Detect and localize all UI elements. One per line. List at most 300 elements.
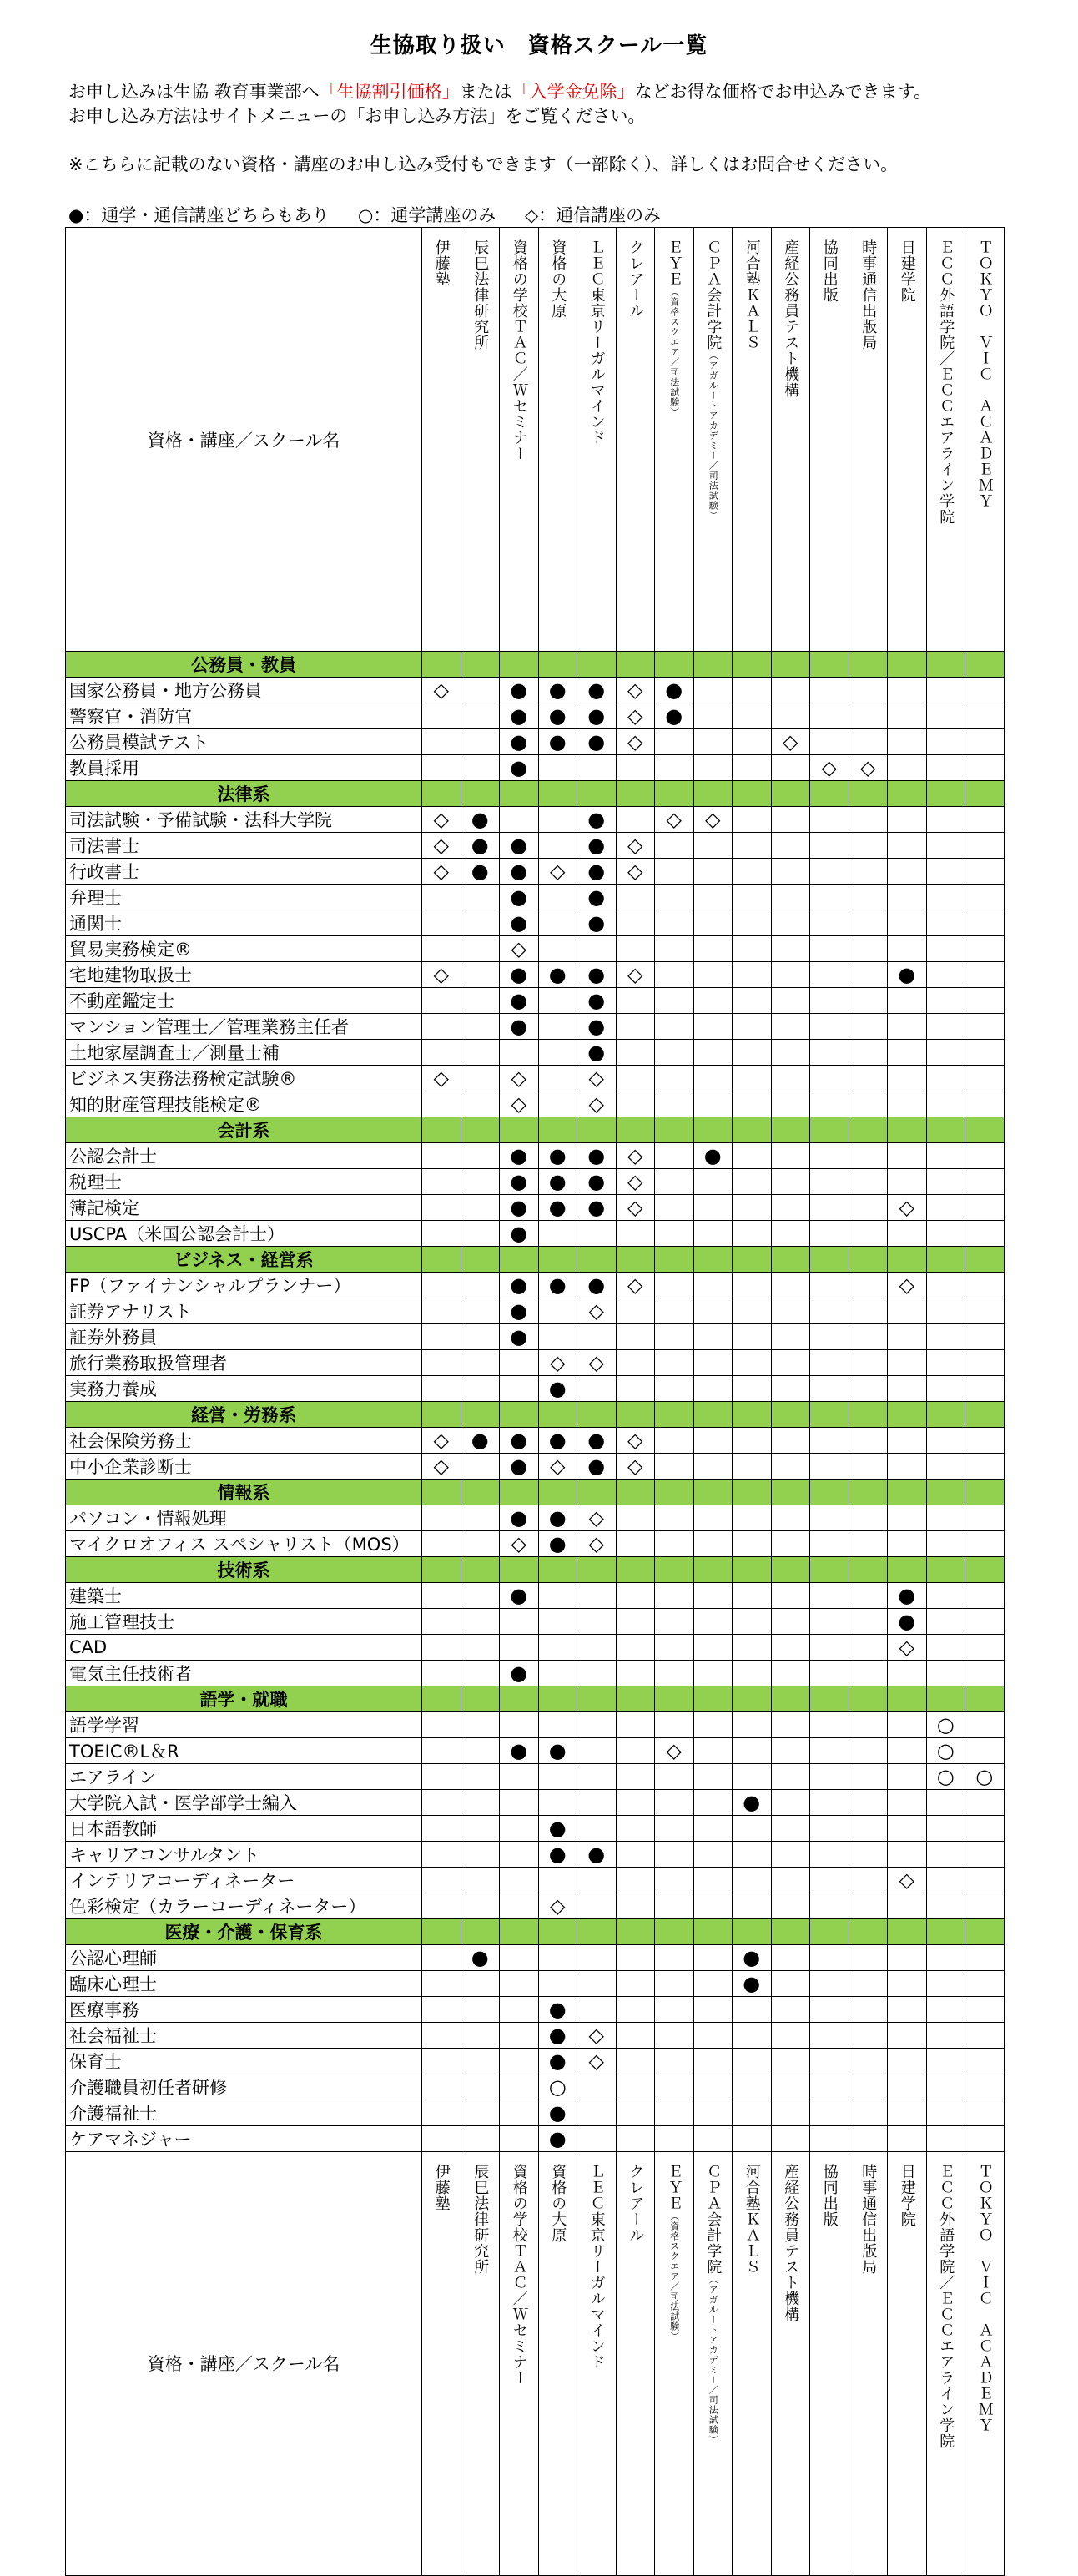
footer-header-label: 資格・講座／スクール名 — [66, 2151, 422, 2575]
availability-mark — [577, 1893, 617, 1918]
availability-mark — [926, 1324, 965, 1350]
availability-mark — [771, 1583, 810, 1609]
availability-mark: ● — [577, 988, 617, 1014]
availability-mark — [422, 1635, 461, 1661]
availability-mark — [733, 807, 772, 833]
availability-mark — [810, 2022, 849, 2048]
category-cell — [693, 1402, 733, 1428]
availability-mark — [733, 1273, 772, 1298]
availability-mark — [888, 1660, 927, 1686]
availability-mark — [849, 1970, 888, 1996]
table-row — [66, 1583, 1005, 1609]
table-row — [66, 1660, 1005, 1686]
availability-mark — [616, 1583, 655, 1609]
availability-mark — [771, 1944, 810, 1970]
availability-mark — [810, 962, 849, 988]
availability-mark — [771, 1091, 810, 1117]
table-row — [66, 1789, 1005, 1815]
availability-mark — [771, 1841, 810, 1867]
category-cell — [926, 1686, 965, 1711]
category-cell — [965, 1557, 1005, 1583]
availability-mark — [577, 1789, 617, 1815]
category-cell — [616, 1247, 655, 1273]
intro-line-3: ※こちらに記載のない資格・講座のお申し込み受付もできます（一部除く）、詳しくはお問合せください。 — [68, 154, 899, 174]
availability-mark — [849, 1143, 888, 1169]
availability-mark — [810, 2125, 849, 2151]
availability-mark — [926, 755, 965, 781]
availability-mark — [500, 1841, 539, 1867]
school-name-main: ＥＣＣ外語学院／ＥＣＣエアライン学院 — [937, 2163, 955, 2449]
availability-mark — [693, 1350, 733, 1376]
availability-mark: ● — [577, 1143, 617, 1169]
availability-mark — [500, 1763, 539, 1789]
availability-mark: ● — [577, 1428, 617, 1454]
availability-mark — [926, 2100, 965, 2125]
header-school-12 — [888, 228, 927, 652]
availability-mark — [888, 1531, 927, 1557]
course-name: 介護福祉士 — [66, 2100, 422, 2125]
availability-mark — [577, 1867, 617, 1893]
availability-mark — [461, 1531, 500, 1557]
availability-mark — [733, 1996, 772, 2022]
footer-header-school-13 — [926, 2151, 965, 2575]
availability-mark: ● — [888, 1609, 927, 1635]
legend-school: ○：通学講座のみ — [358, 205, 496, 225]
table-row — [66, 936, 1005, 962]
course-name: 不動産鑑定士 — [66, 988, 422, 1014]
availability-mark — [655, 729, 694, 755]
category-cell — [849, 652, 888, 678]
course-name: FP（ファイナンシャルプランナー） — [66, 1273, 422, 1298]
category-cell — [810, 1480, 849, 1505]
availability-mark — [422, 1014, 461, 1040]
availability-mark — [616, 1944, 655, 1970]
availability-mark: ● — [538, 1169, 577, 1195]
availability-mark — [965, 2022, 1005, 2048]
availability-mark — [693, 1867, 733, 1893]
category-cell — [693, 1480, 733, 1505]
availability-mark — [771, 1893, 810, 1918]
availability-mark — [849, 1841, 888, 1867]
availability-mark — [926, 833, 965, 859]
availability-mark — [733, 1737, 772, 1763]
availability-mark — [422, 2074, 461, 2100]
table-row — [66, 1867, 1005, 1893]
availability-mark — [461, 1350, 500, 1376]
course-name: 貿易実務検定® — [66, 936, 422, 962]
availability-mark — [965, 678, 1005, 703]
availability-mark — [733, 1143, 772, 1169]
intro-text-part: などお得な価格でお申込みできます。 — [634, 82, 932, 102]
availability-mark — [655, 859, 694, 885]
category-cell — [655, 1480, 694, 1505]
availability-mark — [849, 1091, 888, 1117]
availability-mark: ◇ — [422, 678, 461, 703]
school-name — [975, 2164, 994, 2433]
availability-mark — [810, 1841, 849, 1867]
availability-mark — [538, 1221, 577, 1247]
category-cell — [849, 1918, 888, 1944]
availability-mark: ◇ — [422, 962, 461, 988]
availability-mark: ● — [500, 1169, 539, 1195]
availability-mark — [655, 1169, 694, 1195]
availability-mark — [810, 910, 849, 936]
availability-mark — [616, 1609, 655, 1635]
availability-mark — [538, 1789, 577, 1815]
availability-mark — [965, 1609, 1005, 1635]
availability-mark — [771, 678, 810, 703]
category-cell — [926, 1402, 965, 1428]
availability-mark — [655, 1583, 694, 1609]
availability-mark — [422, 1996, 461, 2022]
availability-mark — [965, 729, 1005, 755]
intro-text — [68, 80, 931, 177]
course-name: 色彩検定（カラーコーディネーター） — [66, 1893, 422, 1918]
availability-mark: ○ — [965, 1763, 1005, 1789]
footer-header-school-4 — [577, 2151, 617, 2575]
availability-mark — [616, 1996, 655, 2022]
availability-mark — [810, 2074, 849, 2100]
course-name: 電気主任技術者 — [66, 1660, 422, 1686]
category-cell — [965, 1918, 1005, 1944]
availability-mark — [965, 1066, 1005, 1091]
category-row — [66, 1557, 1005, 1583]
course-name: CAD — [66, 1635, 422, 1661]
availability-mark: ● — [577, 807, 617, 833]
availability-mark — [733, 910, 772, 936]
category-cell — [616, 652, 655, 678]
school-name — [820, 239, 839, 303]
availability-mark — [888, 1040, 927, 1066]
availability-mark — [693, 859, 733, 885]
header-school-11 — [849, 228, 888, 652]
availability-mark — [461, 1609, 500, 1635]
school-name — [781, 239, 799, 398]
availability-mark — [422, 1763, 461, 1789]
availability-mark — [577, 1635, 617, 1661]
availability-mark — [422, 1660, 461, 1686]
availability-mark — [849, 1040, 888, 1066]
availability-mark — [810, 1505, 849, 1531]
category-cell — [926, 1918, 965, 1944]
availability-mark — [965, 1737, 1005, 1763]
availability-mark — [577, 1711, 617, 1737]
availability-mark — [849, 729, 888, 755]
availability-mark — [849, 2022, 888, 2048]
availability-mark — [693, 729, 733, 755]
category-cell — [422, 1557, 461, 1583]
availability-mark — [461, 1273, 500, 1298]
availability-mark — [461, 1195, 500, 1221]
availability-mark — [616, 1091, 655, 1117]
availability-mark — [926, 1350, 965, 1376]
availability-mark — [926, 988, 965, 1014]
availability-mark — [810, 1815, 849, 1841]
availability-mark: ◇ — [771, 729, 810, 755]
availability-mark — [965, 807, 1005, 833]
availability-mark — [965, 1711, 1005, 1737]
availability-mark — [849, 2048, 888, 2074]
table-row — [66, 703, 1005, 729]
availability-mark — [733, 1066, 772, 1091]
availability-mark — [965, 2125, 1005, 2151]
availability-mark — [849, 1583, 888, 1609]
availability-mark — [888, 1428, 927, 1454]
category-cell — [926, 781, 965, 807]
availability-mark — [616, 1893, 655, 1918]
availability-mark — [538, 885, 577, 910]
availability-mark — [771, 1609, 810, 1635]
school-name — [820, 2164, 839, 2227]
category-cell — [577, 1918, 617, 1944]
availability-mark — [771, 1298, 810, 1324]
availability-mark — [965, 2074, 1005, 2100]
availability-mark: ● — [655, 678, 694, 703]
availability-mark — [655, 1944, 694, 1970]
header-school-10 — [810, 228, 849, 652]
school-name-main: ＣＰＡ会計学院 — [704, 239, 723, 350]
availability-mark — [888, 1841, 927, 1867]
availability-mark — [616, 910, 655, 936]
category-cell — [965, 652, 1005, 678]
availability-mark: ◇ — [655, 807, 694, 833]
availability-mark — [461, 1635, 500, 1661]
availability-mark — [655, 1221, 694, 1247]
availability-mark — [849, 1944, 888, 1970]
availability-mark — [965, 1195, 1005, 1221]
availability-mark — [810, 1091, 849, 1117]
table-row — [66, 1014, 1005, 1040]
availability-mark — [810, 1298, 849, 1324]
school-name-main: 資格の大原 — [549, 2163, 567, 2243]
category-name: 会計系 — [66, 1117, 422, 1143]
availability-mark: ○ — [926, 1737, 965, 1763]
availability-mark — [926, 1867, 965, 1893]
availability-mark — [461, 2074, 500, 2100]
availability-mark — [771, 885, 810, 910]
availability-mark — [655, 2074, 694, 2100]
availability-mark — [849, 678, 888, 703]
availability-mark — [810, 1609, 849, 1635]
availability-mark — [500, 807, 539, 833]
availability-mark — [888, 807, 927, 833]
availability-mark — [888, 833, 927, 859]
availability-mark — [461, 1066, 500, 1091]
availability-mark — [888, 1324, 927, 1350]
availability-mark — [888, 1091, 927, 1117]
availability-mark — [422, 2022, 461, 2048]
availability-mark — [616, 755, 655, 781]
availability-mark: ● — [538, 1996, 577, 2022]
header-school-13 — [926, 228, 965, 652]
availability-mark: ● — [538, 2022, 577, 2048]
availability-mark — [733, 936, 772, 962]
availability-mark — [888, 1789, 927, 1815]
availability-mark: ● — [538, 1505, 577, 1531]
availability-mark — [926, 1815, 965, 1841]
availability-mark: ◇ — [616, 1428, 655, 1454]
availability-mark — [810, 885, 849, 910]
table-row — [66, 678, 1005, 703]
availability-mark — [810, 1789, 849, 1815]
category-cell — [965, 1480, 1005, 1505]
category-cell — [965, 1402, 1005, 1428]
availability-mark: ◇ — [616, 1273, 655, 1298]
availability-mark — [693, 1376, 733, 1402]
availability-mark — [422, 1376, 461, 1402]
availability-mark: ● — [733, 1789, 772, 1815]
category-cell — [500, 1117, 539, 1143]
category-cell — [616, 1402, 655, 1428]
availability-mark — [422, 988, 461, 1014]
course-name: 宅地建物取扱士 — [66, 962, 422, 988]
availability-mark — [422, 1221, 461, 1247]
availability-mark — [500, 1867, 539, 1893]
availability-mark — [810, 1711, 849, 1737]
availability-mark — [849, 1428, 888, 1454]
category-cell — [810, 1557, 849, 1583]
availability-mark — [965, 1531, 1005, 1557]
availability-mark — [810, 1014, 849, 1040]
availability-mark — [888, 1298, 927, 1324]
availability-mark — [888, 1066, 927, 1091]
footer-header-school-10 — [810, 2151, 849, 2575]
availability-mark — [849, 1737, 888, 1763]
availability-mark — [733, 1324, 772, 1350]
table-row — [66, 910, 1005, 936]
header-school-5 — [616, 228, 655, 652]
header-school-1 — [461, 228, 500, 652]
category-cell — [422, 1686, 461, 1711]
availability-mark — [461, 1789, 500, 1815]
category-cell — [693, 1686, 733, 1711]
category-cell — [693, 652, 733, 678]
availability-mark — [849, 1298, 888, 1324]
availability-mark: ● — [538, 1815, 577, 1841]
availability-mark — [461, 2125, 500, 2151]
availability-mark: ◇ — [538, 1350, 577, 1376]
availability-mark — [849, 885, 888, 910]
category-cell — [538, 1402, 577, 1428]
availability-mark — [965, 1040, 1005, 1066]
category-row — [66, 1480, 1005, 1505]
category-cell — [500, 1480, 539, 1505]
availability-mark: ● — [577, 1454, 617, 1480]
category-cell — [577, 1247, 617, 1273]
availability-mark — [422, 1298, 461, 1324]
availability-mark — [655, 2100, 694, 2125]
availability-mark: ● — [577, 910, 617, 936]
availability-mark — [771, 1040, 810, 1066]
category-cell — [577, 1117, 617, 1143]
availability-mark — [926, 1376, 965, 1402]
availability-mark — [655, 910, 694, 936]
header-school-7 — [693, 228, 733, 652]
availability-mark — [655, 1531, 694, 1557]
intro-line-1 — [68, 80, 931, 104]
availability-mark — [733, 962, 772, 988]
availability-mark: ● — [500, 988, 539, 1014]
availability-mark — [771, 1195, 810, 1221]
availability-mark — [849, 1789, 888, 1815]
availability-mark — [461, 703, 500, 729]
header-row — [66, 228, 1005, 652]
availability-mark — [461, 1376, 500, 1402]
availability-mark — [616, 2022, 655, 2048]
footer-header-school-7 — [693, 2151, 733, 2575]
school-name-main: 辰巳法律研究所 — [471, 2163, 490, 2275]
category-cell — [616, 1117, 655, 1143]
availability-mark — [693, 910, 733, 936]
availability-mark — [461, 755, 500, 781]
availability-mark — [500, 1609, 539, 1635]
table-row — [66, 1841, 1005, 1867]
legend-correspondence: ◇：通信講座のみ — [525, 205, 662, 225]
availability-mark — [810, 1454, 849, 1480]
availability-mark — [849, 1350, 888, 1376]
availability-mark — [538, 1298, 577, 1324]
availability-mark — [422, 755, 461, 781]
availability-mark — [771, 1737, 810, 1763]
availability-mark — [733, 729, 772, 755]
availability-mark — [655, 1298, 694, 1324]
footer-header-school-2 — [500, 2151, 539, 2575]
availability-mark — [965, 1660, 1005, 1686]
availability-mark — [849, 833, 888, 859]
availability-mark — [888, 1169, 927, 1195]
availability-mark — [926, 1014, 965, 1040]
availability-mark — [693, 678, 733, 703]
availability-mark — [849, 2100, 888, 2125]
category-cell — [538, 781, 577, 807]
availability-mark — [965, 1970, 1005, 1996]
availability-mark — [655, 1867, 694, 1893]
course-name: ビジネス実務法務検定試験® — [66, 1066, 422, 1091]
availability-mark — [771, 807, 810, 833]
category-cell — [461, 1557, 500, 1583]
availability-mark: ● — [500, 1583, 539, 1609]
category-cell — [888, 1402, 927, 1428]
availability-mark: ● — [888, 962, 927, 988]
availability-mark — [810, 2100, 849, 2125]
category-cell — [616, 1480, 655, 1505]
category-row — [66, 652, 1005, 678]
availability-mark — [616, 1350, 655, 1376]
availability-mark — [693, 1789, 733, 1815]
availability-mark: ● — [577, 1169, 617, 1195]
course-name: 行政書士 — [66, 859, 422, 885]
footer-header-school-8 — [733, 2151, 772, 2575]
availability-mark — [733, 1635, 772, 1661]
availability-mark: ● — [538, 962, 577, 988]
course-name: 公認心理師 — [66, 1944, 422, 1970]
table-row — [66, 1893, 1005, 1918]
availability-mark — [771, 1350, 810, 1376]
category-cell — [771, 1247, 810, 1273]
school-name-main: 資格の学校ＴＡＣ／Ｗセミナー — [510, 239, 528, 461]
availability-mark — [810, 1996, 849, 2022]
availability-mark: ◇ — [616, 1143, 655, 1169]
category-name: 法律系 — [66, 781, 422, 807]
availability-mark — [733, 1583, 772, 1609]
availability-mark — [733, 2074, 772, 2100]
category-cell — [849, 1480, 888, 1505]
footer-header-school-12 — [888, 2151, 927, 2575]
availability-mark — [500, 2022, 539, 2048]
availability-mark — [693, 1583, 733, 1609]
availability-mark: ◇ — [693, 807, 733, 833]
availability-mark — [655, 936, 694, 962]
